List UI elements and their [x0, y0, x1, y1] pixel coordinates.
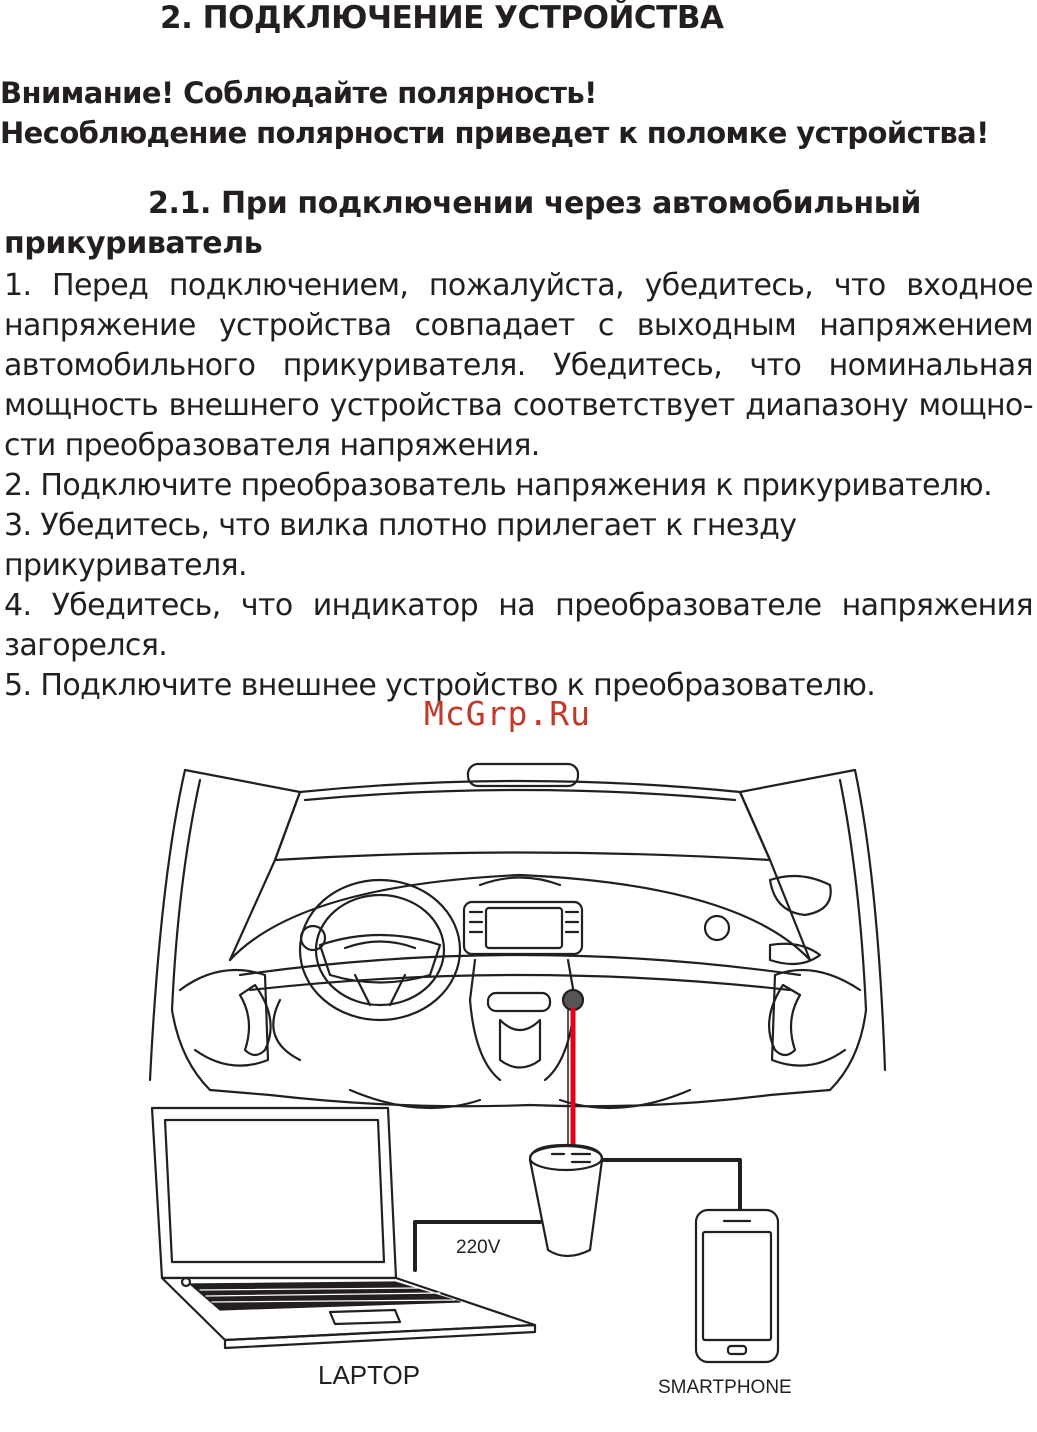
dashboard-trim	[250, 975, 790, 990]
step-1-line-2: напряжение устройства совпадает с выходным напряжением	[4, 308, 1033, 343]
center-console	[464, 902, 582, 954]
step-1-line-1: 1. Перед подключением, пожалуйста, убедитесь, что входное	[4, 268, 1033, 303]
smartphone-cable	[604, 1160, 740, 1210]
windshield-inner-line	[305, 790, 735, 800]
steering-wheel-outer	[300, 880, 460, 1020]
step-3: 3. Убедитесь, что вилка плотно прилегает к гнезду прикуривателя.	[4, 508, 797, 583]
right-door-lower	[770, 1010, 866, 1095]
left-pillar	[185, 770, 300, 960]
warning-line-2: Несоблюдение полярности приведет к поломке устройства!	[0, 116, 989, 150]
windshield	[275, 781, 770, 860]
cigarette-lighter-socket	[563, 990, 583, 1010]
steering-wheel-inner	[316, 895, 444, 1005]
section-heading: 2. ПОДКЛЮЧЕНИЕ УСТРОЙСТВА	[160, 0, 724, 36]
left-door-outer	[150, 770, 185, 1080]
voltage-converter	[530, 1145, 602, 1256]
subsection-heading-line-1: 2.1. При подключении через автомобильный	[148, 186, 922, 221]
voltage-label: 220V	[456, 1237, 501, 1258]
subsection-heading-line-2: прикуриватель	[4, 226, 263, 261]
warning-line-1: Внимание! Соблюдайте полярность!	[0, 76, 597, 110]
step-5: 5. Подключите внешнее устройство к преобразователю.	[4, 668, 876, 703]
watermark: McGrp.Ru	[424, 694, 591, 733]
laptop-screen-frame	[152, 1108, 396, 1278]
smartphone-label: SMARTPHONE	[658, 1377, 792, 1398]
step-1-line-5: сти преобразователя напряжения.	[4, 428, 540, 463]
steering-column	[273, 1000, 300, 1060]
right-pillar	[740, 770, 855, 960]
left-door-lower	[172, 1010, 270, 1095]
right-vent	[705, 916, 729, 940]
steering-wheel-logo	[345, 942, 415, 949]
gear-knob	[488, 993, 550, 1011]
dash-hood	[480, 878, 560, 886]
rearview-mirror	[468, 764, 578, 786]
console-screen	[486, 908, 562, 948]
step-1-line-3: автомобильного прикуривателя. Убедитесь, что номинальная	[4, 348, 1033, 383]
laptop-label: LAPTOP	[318, 1360, 421, 1390]
gear-console	[500, 1020, 540, 1068]
floor-line	[270, 1095, 770, 1106]
right-door-panel	[772, 970, 860, 1066]
step-4-line-1: 4. Убедитесь, что индикатор на преобразователе напряжения	[4, 588, 1033, 623]
step-2: 2. Подключите преобразователь напряжения к прикуривателю.	[4, 468, 993, 503]
center-stack	[470, 960, 575, 1080]
step-4-line-2: загорелся.	[4, 628, 168, 663]
step-1-line-4: мощность внешнего устройства соответствует диапазону мощно-	[4, 388, 1033, 423]
